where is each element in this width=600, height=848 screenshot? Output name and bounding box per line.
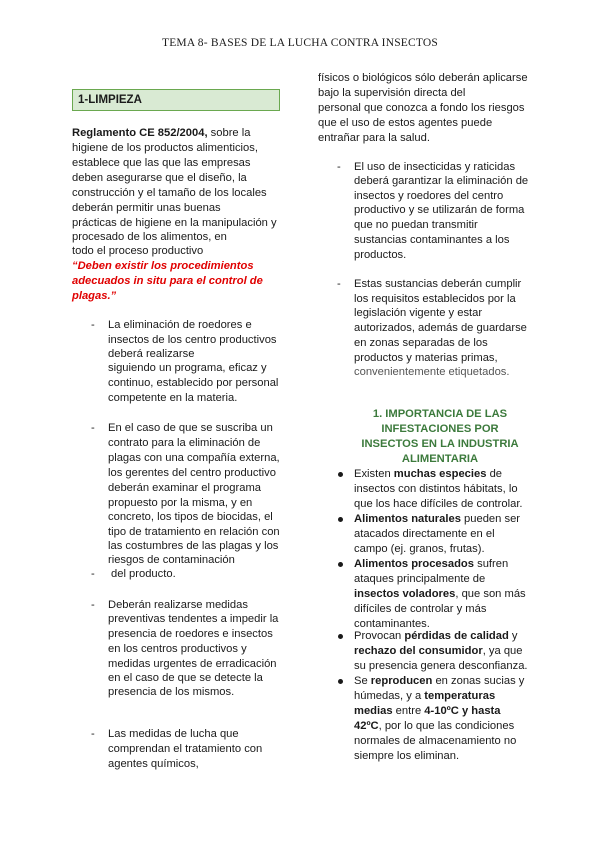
bullet-line: medias entre 4-10ºC y hasta <box>354 705 501 717</box>
list-item-line: Estas sustancias deberán cumplir <box>354 278 522 290</box>
list-item-line: en zonas separadas de los <box>354 337 488 349</box>
section-heading-line: INSECTOS EN LA INDUSTRIA <box>361 438 519 450</box>
bullet-line: atacados directamente en el <box>354 528 495 540</box>
bullet-line: Provocan pérdidas de calidad y <box>354 630 518 642</box>
list-item-line: autorizados, además de guardarse <box>354 322 527 334</box>
dash-marker: - <box>91 728 95 740</box>
bullet-line: que los hace difíciles de controlar. <box>354 498 523 510</box>
bullet-line: húmedas, y a temperaturas <box>354 690 496 702</box>
list-item-line: deberán examinar el programa <box>108 482 261 494</box>
list-item-line: del producto. <box>111 568 176 580</box>
highlight-quote-line: “Deben existir los procedimientos <box>72 260 254 272</box>
list-item-line: propuesto por la misma, y en <box>108 497 253 509</box>
section-heading-line: 1. IMPORTANCIA DE LAS <box>372 408 508 420</box>
list-item-line: comprendan el tratamiento con <box>108 743 263 755</box>
intro-line: establece que las que las empresas <box>72 157 251 169</box>
bullet-line: 42ºC, por lo que las condiciones <box>354 720 515 732</box>
list-item-line: plagas con una compañía externa, <box>108 452 280 464</box>
list-item-line: productos. <box>354 249 407 261</box>
bullet-line: insectos con distintos hábitats, lo <box>354 483 518 495</box>
intro-line: construcción y el tamaño de los locales <box>72 187 267 199</box>
list-item-line: tipo de tratamiento en relación con <box>108 526 280 538</box>
list-item-line: presencia de los mismos. <box>108 686 235 698</box>
bullet-line: campo (ej. granos, frutas). <box>354 543 485 555</box>
list-item-line: medidas urgentes de erradicación <box>108 658 277 670</box>
list-item-line: los requisitos establecidos por la <box>354 293 516 305</box>
bullet-line: siempre los eliminan. <box>354 750 460 762</box>
list-item-line: productos y materias primas, <box>354 352 498 364</box>
intro-line: higiene de los productos alimenticios, <box>72 142 258 154</box>
bullet-line: insectos voladores, que son más <box>354 588 526 600</box>
list-item-line: las costumbres de las plagas y los <box>108 540 279 552</box>
bullet-line: su presencia genera desconfianza. <box>354 660 528 672</box>
list-item-line: convenientemente etiquetados. <box>354 366 510 378</box>
bullet-line: Existen muchas especies de <box>354 468 503 480</box>
highlight-quote-line: plagas.” <box>72 290 117 302</box>
list-item-line: continuo, establecido por personal <box>108 377 279 389</box>
bullet-line: difíciles de controlar y más <box>354 603 487 615</box>
list-item-line: Deberán realizarse medidas <box>108 599 248 611</box>
list-item-line: presencia de roedores e insectos <box>108 628 273 640</box>
list-item-line: preventivas tendentes a impedir la <box>108 613 279 625</box>
section-heading-line: ALIMENTARIA <box>401 453 479 465</box>
paragraph-line: entrañar para la salud. <box>318 132 430 144</box>
intro-line: prácticas de higiene en la manipulación y <box>72 217 277 229</box>
page-title: TEMA 8- BASES DE LA LUCHA CONTRA INSECTOS <box>161 37 439 49</box>
intro-line: procesado de los alimentos, en <box>72 231 227 243</box>
list-item-line: deberá garantizar la eliminación de <box>354 175 529 187</box>
list-item-line: concreto, los tipos de biocidas, el <box>108 511 273 523</box>
dash-marker: - <box>337 161 341 173</box>
bullet-dot <box>338 472 343 477</box>
section-heading-line: INFESTACIONES POR <box>381 423 499 435</box>
paragraph-line: bajo la supervisión directa del <box>318 87 466 99</box>
list-item-line: agentes químicos, <box>108 758 199 770</box>
dash-marker: - <box>91 599 95 611</box>
list-item-line: los gerentes del centro productivo <box>108 467 276 479</box>
dash-marker: - <box>91 319 95 331</box>
list-item-line: en los centros productivos y <box>108 643 247 655</box>
intro-text: sobre la <box>207 127 251 139</box>
list-item-line: La eliminación de roedores e <box>108 319 252 331</box>
paragraph-line: personal que conozca a fondo los riesgos <box>318 102 525 114</box>
list-item-line: El uso de insecticidas y raticidas <box>354 161 516 173</box>
bullet-line: Alimentos procesados sufren <box>354 558 509 570</box>
bullet-line: normales de almacenamiento no <box>354 735 517 747</box>
paragraph-line: físicos o biológicos sólo deberán aplicarse <box>318 72 528 84</box>
list-item-line: insectos de los centro productivos <box>108 334 277 346</box>
list-item-line: insectos y roedores del centro <box>354 190 504 202</box>
section-heading-limpieza: 1-LIMPIEZA <box>72 89 280 111</box>
intro-line: deberán permitir unas buenas <box>72 202 221 214</box>
intro-line: deben asegurarse que el diseño, la <box>72 172 247 184</box>
bullet-line: rechazo del consumidor, ya que <box>354 645 523 657</box>
list-item-line: sustancias contaminantes a los <box>354 234 510 246</box>
list-item-line: en el caso de que se detecte la <box>108 672 263 684</box>
list-item-line: productivo y se utilizarán de forma <box>354 204 525 216</box>
bullet-line: Alimentos naturales pueden ser <box>354 513 521 525</box>
bullet-dot <box>338 634 343 639</box>
intro-line <box>72 126 250 141</box>
bullet-dot <box>338 562 343 567</box>
paragraph-line: que el uso de estos agentes puede <box>318 117 493 129</box>
dash-marker: - <box>91 568 95 580</box>
dash-marker: - <box>91 422 95 434</box>
bullet-dot <box>338 679 343 684</box>
list-item-line: riesgos de contaminación <box>108 554 235 566</box>
bullet-dot <box>338 517 343 522</box>
bullet-line: Se reproducen en zonas sucias y <box>354 675 525 687</box>
regulation-reference: Reglamento CE 852/2004, <box>72 127 208 139</box>
list-item-line: contrato para la eliminación de <box>108 437 261 449</box>
bullet-line: contaminantes. <box>354 618 430 630</box>
list-item-line: siguiendo un programa, eficaz y <box>108 362 267 374</box>
list-item-line: En el caso de que se suscriba un <box>108 422 273 434</box>
list-item-line: deberá realizarse <box>108 348 195 360</box>
bullet-line: ataques principalmente de <box>354 573 486 585</box>
intro-line: todo el proceso productivo <box>72 245 204 257</box>
list-item-line: Las medidas de lucha que <box>108 728 239 740</box>
highlight-quote-line: adecuados in situ para el control de <box>72 275 263 287</box>
list-item-line: legislación vigente y estar <box>354 307 483 319</box>
list-item-line: que no puedan transmitir <box>354 219 478 231</box>
dash-marker: - <box>337 278 341 290</box>
list-item-line: competente en la materia. <box>108 392 238 404</box>
